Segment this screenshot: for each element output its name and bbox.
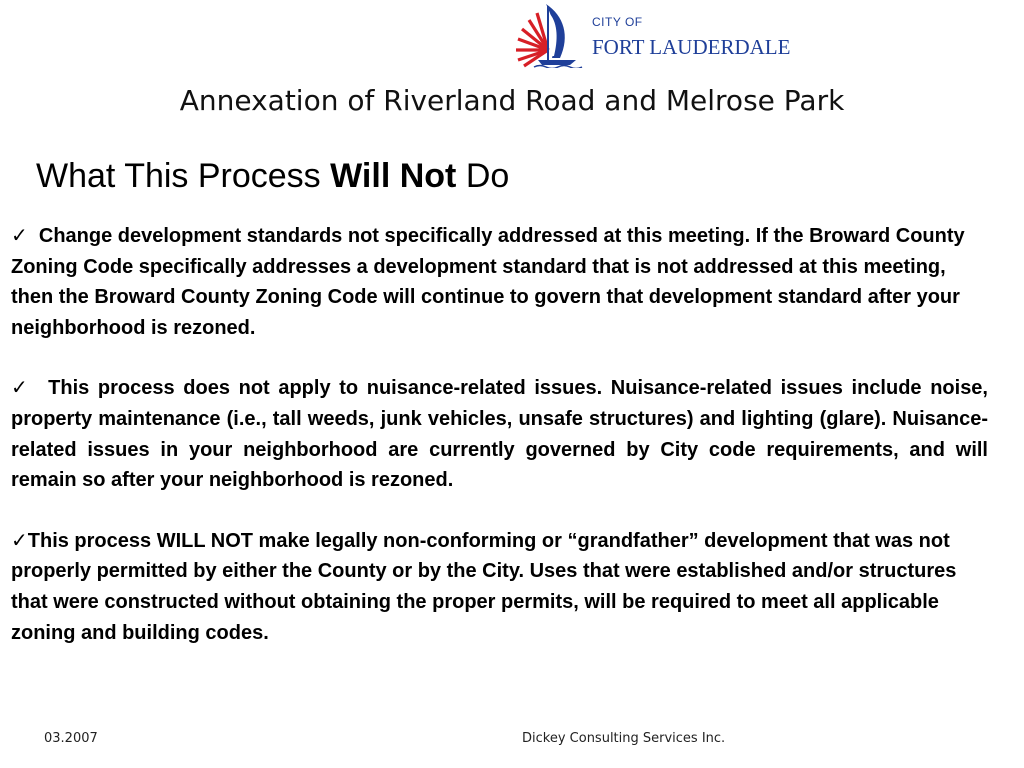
logo-city-name: FORT LAUDERDALE	[592, 35, 791, 59]
section-heading	[36, 157, 509, 196]
heading-suffix: Do	[456, 157, 510, 195]
bullet-text: Change development standards not specifically addressed at this meeting. If the Broward County Zoning Code specifically addresses a development standard that is not addressed at this meeting, then the Broward County Zoning Code will continue to govern that development standard after your neighborhood is rezoned.	[11, 225, 965, 339]
sailboat-sunburst-logo-icon	[512, 2, 586, 68]
checkmark-icon: ✓	[11, 529, 28, 552]
heading-emphasis: Will Not	[330, 157, 457, 195]
logo-city-label: CITY OF	[592, 15, 643, 29]
bullet-item	[11, 526, 988, 648]
bullet-text: This process does not apply to nuisance-related issues. Nuisance-related issues include noise, property maintenance (i.e., tall weeds, junk vehicles, unsafe structures) and lighting (glare). Nuisance-related issues in your neighborhood are currently governed by City code requirements, and will remain so after your neighborhood is rezoned.	[11, 377, 988, 492]
bullet-item	[11, 373, 988, 495]
bullet-text: This process WILL NOT make legally non-conforming or “grandfather” development that was not properly permitted by either the County or by the City. Uses that were established and/or structures that were constructed without obtaining the proper permits, will be required to meet all applicable zoning and building codes.	[11, 529, 957, 644]
checkmark-icon: ✓	[11, 377, 31, 400]
bullet-item	[11, 221, 988, 343]
checkmark-icon: ✓	[11, 225, 28, 247]
bullet-list	[11, 221, 988, 648]
footer-company: Dickey Consulting Services Inc.	[522, 731, 726, 746]
page-title: Annexation of Riverland Road and Melrose Park	[179, 84, 845, 117]
footer-date: 03.2007	[44, 731, 98, 746]
city-logo	[512, 2, 842, 68]
heading-prefix: What This Process	[36, 157, 331, 195]
